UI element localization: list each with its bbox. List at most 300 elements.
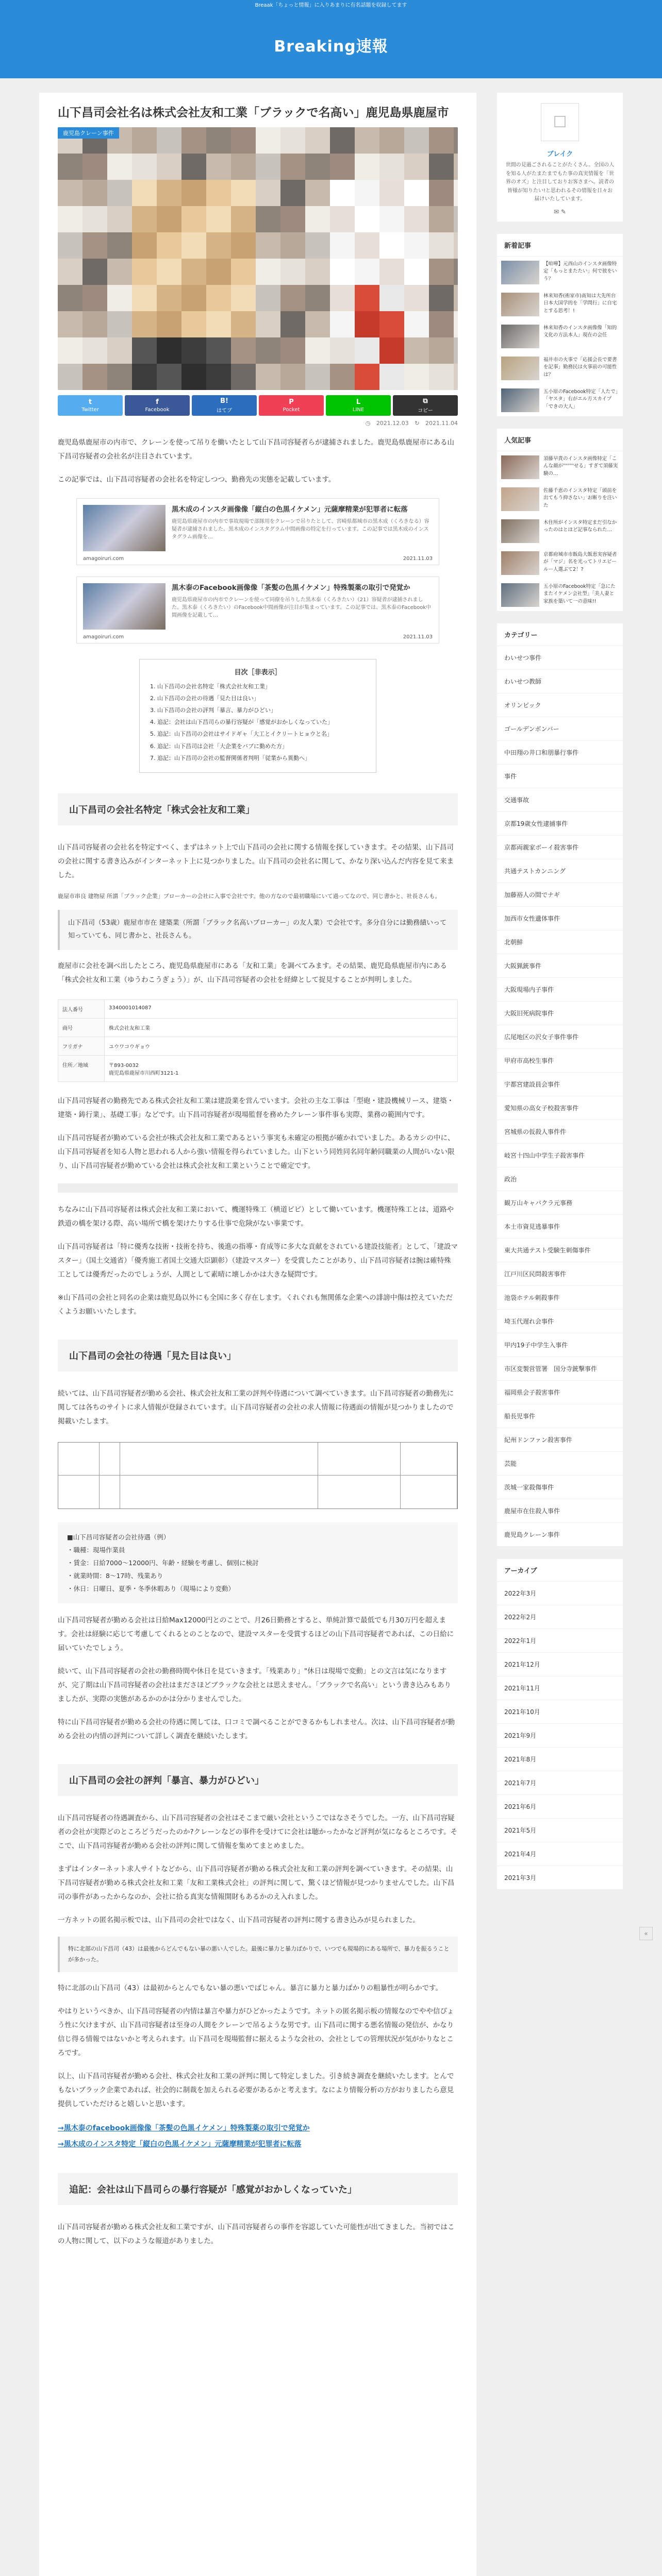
category-link[interactable]: 大阪旧死病院事件 [497,1002,623,1025]
paragraph: 山下昌司容疑者は「特に優秀な技術・技術を持ち、後進の指導・育成等に多大な貢献をされている建設技能者」として、「建設マスター」（国土交通省）「優秀施工者国土交通大臣顕彰）（建設マスター）を受賞したことがあり、山下昌司容疑者は腕は確特殊工としては優秀だったのでしょうが、人間として素晴に壊しかかは大きな疑問です。 [58,1242,458,1279]
profile-widget [497,93,623,222]
image-mosaic-tile [280,337,305,364]
popular-post-title[interactable]: 佐藤千恵のインスタ特定「頭前を出てもう抑さない」お断りを注いた [543,488,617,509]
image-mosaic-tile [404,364,429,390]
archive-link[interactable]: 2021年10月 [497,1700,623,1724]
card-excerpt: 鹿児島県鹿屋市の内市で事故現場で部隊用をクレーンで吊りたとして、宮崎県都城市の黒木成（くろきなる）容疑者が逮捕されました。黒木成のインスタグラム中間画像の特定を行っています。この記事では黒木成のインスタグラム画像を… [172,518,429,540]
category-link[interactable]: 東大共通テスト受験生刺傷事件 [497,1239,623,1262]
image-mosaic-tile [355,206,379,232]
table-key: フリガナ [58,1037,105,1055]
share-button-facebook[interactable] [125,395,190,416]
share-button-pocket[interactable] [259,395,324,416]
image-mosaic-tile [355,364,379,390]
image-mosaic-tile [355,180,379,206]
profile-name[interactable]: ブレイク [547,150,573,158]
screenshot-strip [58,1183,458,1193]
card-domain: amagoiruri.com [83,634,124,640]
recent-post-title[interactable]: 林来知香のインスタ画像像「知的文化の方法本人」現在の会任 [543,325,617,338]
image-mosaic-tile [231,127,256,154]
popular-thumbnail [501,551,539,575]
image-mosaic-tile [181,180,206,206]
card-body [172,583,433,637]
image-mosaic-tile [280,154,305,180]
image-mosaic-tile [181,127,206,154]
image-mosaic-tile [429,259,454,285]
image-mosaic-tile [454,127,458,154]
image-mosaic-tile [256,337,280,364]
card-domain: amagoiruri.com [83,556,124,562]
recent-post-title[interactable]: 林来知香(術家市)髙知は大先所台日本大国学的を「学問行」に自宅とする思考！! [543,293,617,314]
image-mosaic-tile [280,180,305,206]
table-row [58,999,458,1018]
image-mosaic-tile [305,285,330,311]
related-post-card[interactable] [76,498,439,565]
recent-post-title[interactable]: 五小原のFacebook特定「人たで」「ヤスタ」右がエル方スカイプ「できの大人」 [543,389,618,410]
share-button-コピー[interactable] [393,395,458,416]
image-mosaic-tile [355,154,379,180]
popular-post-item[interactable] [497,515,623,547]
image-mosaic-tile [280,232,305,259]
section-heading-3: 山下昌司の会社の評判「暴言、暴力がひどい」 [58,1764,458,1796]
share-label: はてブ [217,408,232,414]
image-mosaic-tile [379,232,404,259]
avatar: ☐ [541,103,579,141]
image-mosaic-tile [280,259,305,285]
image-mosaic-tile [82,364,107,390]
image-mosaic-tile [429,206,454,232]
archive-link[interactable]: 2022年1月 [497,1629,623,1653]
image-mosaic-tile [181,337,206,364]
category-link[interactable]: 池袋ホテル刺殺事件 [497,1286,623,1310]
category-link[interactable]: 芸能 [497,1452,623,1476]
table-row [58,1055,458,1081]
category-link[interactable]: 政治 [497,1167,623,1191]
image-mosaic-tile [404,259,429,285]
section-heading-1: 山下昌司の会社名特定「株式会社友和工業」 [58,793,458,825]
image-mosaic-tile [157,311,181,337]
image-mosaic-tile [58,232,82,259]
image-mosaic-tile [454,259,458,285]
image-mosaic-tile [82,232,107,259]
image-mosaic-tile [330,259,355,285]
image-mosaic-tile [355,232,379,259]
archive-link[interactable]: 2021年9月 [497,1724,623,1748]
share-label: Twitter [81,406,99,413]
image-mosaic-tile [58,180,82,206]
image-mosaic-tile [107,259,132,285]
toc-item[interactable]: 2. 山下昌司の会社の待遇「見た目は良い」 [150,695,259,702]
share-label: LINE [352,406,365,413]
related-link-2[interactable]: →黒木成のインスタ特定「縦白の色黒イケメン」元薩摩精業が犯罪者に転落 [58,2140,302,2149]
image-mosaic-tile [379,154,404,180]
toc-item[interactable]: 1. 山下昌司の会社名特定「株式会社友和工業」 [150,683,271,690]
category-link[interactable]: 共通テストカンニング [497,859,623,883]
image-mosaic-tile [132,206,157,232]
popular-post-title[interactable]: 京都府城市市飯島大飯恵実容疑者が「マジ」名を光ってトリエピールー人選ぶて2！? [543,552,617,572]
image-mosaic-tile [157,206,181,232]
job-condition-item: ・賃金：日給7000〜12000円、年齢・経験を考慮し、個別に検討 [67,1558,259,1567]
page-layout [39,93,623,2576]
image-mosaic-tile [454,364,458,390]
image-mosaic-tile [379,285,404,311]
category-link[interactable]: 茨城一家殺傷事件 [497,1476,623,1499]
image-mosaic-tile [132,127,157,154]
image-mosaic-tile [82,337,107,364]
sidebar [497,93,623,1902]
image-mosaic-tile [181,232,206,259]
company-info-table [58,999,458,1082]
image-mosaic-tile [280,206,305,232]
image-mosaic-tile [330,206,355,232]
paragraph: 山下昌司容疑者が勤めている会社が株式会社友和工業であるという事実も未確定の根拠が確かれでいました。あるカシの中に、山下昌司容疑者を知る人物と思われる人から強い情報を得られていました。山下という同姓同名同年齢同職業の人間がいない限り、山下昌司容疑者が勤めている会社は株式会社友和工業ということで確定です。 [58,1133,455,1170]
toc-item[interactable]: 5. 追記：山下昌司の会社はサイドギャ「大工とイクリートヒョウと名」 [150,731,333,738]
share-icon: L [356,398,361,406]
category-link[interactable]: 宇都宮建設員会事件 [497,1073,623,1096]
image-mosaic-tile [404,337,429,364]
recent-post-title[interactable]: 【喧嘩】元西山のインスタ画像特定「もっとまたたい」何で彼をいう？ [543,261,617,282]
image-mosaic-tile [379,127,404,154]
image-mosaic-tile [181,285,206,311]
image-mosaic-tile [181,364,206,390]
category-link[interactable]: 中田翔の井口和朋暴行事件 [497,741,623,765]
profile-description: 世間の見過ごされることがたくさん。全国の人を知る人がたまたまでもた事の真実情報を「世界のオズ」と注目しておりお客さまへ。読者の皆様が知りたい!と思われるその情報を日々お届けいたしています。 [505,162,615,202]
category-link[interactable]: 大阪現場内子事件 [497,978,623,1002]
image-mosaic-tile [454,206,458,232]
image-mosaic-tile [305,206,330,232]
paragraph: 山下昌司容疑者が勤める会社は日給Max12000円とのことで、月26日勤務とすると、単純計算で最低でも月30万円を超えます。会社は経験に応じて考慮してくれるとのことなので、建設マスターを受賞するほどの山下昌司容疑者であれば、この日給に届いていたでしょう。 [58,1616,454,1652]
site-header [0,11,662,78]
archive-link[interactable]: 2021年7月 [497,1771,623,1795]
image-mosaic-tile [256,311,280,337]
image-mosaic-tile [107,364,132,390]
image-mosaic-tile [231,311,256,337]
image-mosaic-tile [305,364,330,390]
eyecatch-image [58,127,458,390]
image-mosaic-tile [181,206,206,232]
image-mosaic-tile [157,154,181,180]
share-label: Facebook [145,406,170,413]
intro-paragraph: 鹿児島県鹿屋市の内市で、クレーンを使って吊りを働いたとして山下昌司容疑者らが逮捕されました。鹿児島県鹿屋市にある山下昌司容疑者の会社名が注目されています。 [58,438,454,461]
section-heading-4: 追記：会社は山下昌司らの暴行容疑が「感覚がおかしくなっていた」 [58,2173,458,2205]
recent-post-item[interactable] [497,257,623,289]
image-mosaic-tile [157,232,181,259]
image-mosaic-tile [206,180,231,206]
archive-link[interactable]: 2021年8月 [497,1748,623,1771]
recent-posts-title: 新着記事 [497,234,623,257]
image-mosaic-tile [181,259,206,285]
category-link[interactable]: 愛知県の高女子校殺害事件 [497,1096,623,1120]
category-link[interactable]: オリンピック [497,693,623,717]
paragraph: 一方ネットの匿名掲示板では、山下昌司の会社ではなく、山下昌司容疑者の評判に関する書き込みが見られました。 [58,1916,420,1924]
recent-thumbnail [501,261,539,284]
forum-quote-small: 鹿屋市串良 建物屋 所謂「ブラック企業」ブローカーの会社に入事で会社です。他の方なので最初職場にいて過ってなので、同じ書かと、社長さんも。 [58,892,441,900]
image-mosaic-tile [305,127,330,154]
image-mosaic-tile [58,285,82,311]
paragraph: 特に山下昌司容疑者が勤める会社の待遇に関しては、口コミで調べることができるかもしれません。次は、山下昌司容疑者が勤める会社の内情の評判について詳しく調査を継続いたします。 [58,1718,455,1740]
image-mosaic-tile [231,180,256,206]
image-mosaic-tile [404,180,429,206]
image-mosaic-tile [157,259,181,285]
share-icon: f [156,398,159,406]
category-link[interactable]: 事件 [497,765,623,788]
image-mosaic-tile [429,285,454,311]
image-mosaic-tile [256,206,280,232]
share-icon: ⧉ [423,397,428,405]
popular-post-title[interactable]: 木住所がインスタ特定まだ引なかったのはとほど記事なられた… [543,520,617,533]
toc-item[interactable]: 4. 追記：会社は山下昌司らの暴行容疑が「感覚がおかしくなっていた」 [150,719,333,726]
archive-link[interactable]: 2021年5月 [497,1819,623,1842]
popular-post-item[interactable] [497,579,623,611]
image-mosaic-tile [157,285,181,311]
paragraph: やはりというべきか、山下昌司容疑者の内情は暴言や暴力がひどかったようです。ネットの匿名掲示板の情報なのでやや信ぴょう性に欠けますが、山下昌司容疑者は至身の人間をクレーンで吊るような男です。山下昌司に関する悪名情報の発信が、かなり信じ得る情報ではないかと考えられます。山下昌司を現場監督に据えるような会社の、会社としての管理状況が気がかりなところです。 [58,2007,454,2058]
card-thumbnail [83,505,166,551]
image-mosaic-tile [429,180,454,206]
category-link[interactable]: 鹿屋市在住殺人事件 [497,1499,623,1523]
image-mosaic-tile [231,337,256,364]
image-mosaic-tile [404,154,429,180]
archive-link[interactable]: 2022年3月 [497,1582,623,1605]
image-mosaic-tile [454,154,458,180]
image-mosaic-tile [355,259,379,285]
image-mosaic-tile [404,311,429,337]
toc-item[interactable]: 3. 山下昌司の会社の評判「暴言、暴力がひどい」 [150,707,276,714]
category-link[interactable]: 本士市資見逃暴事件 [497,1215,623,1239]
image-mosaic-tile [231,285,256,311]
image-mosaic-tile [107,311,132,337]
image-mosaic-tile [206,154,231,180]
image-mosaic-tile [206,232,231,259]
image-mosaic-tile [330,364,355,390]
image-mosaic-tile [206,337,231,364]
image-mosaic-tile [305,311,330,337]
recent-post-item[interactable] [497,384,623,416]
category-link[interactable]: 宮城県の仮殺人事件件 [497,1120,623,1144]
toc-title[interactable]: 目次［非表示］ [234,669,282,677]
category-link[interactable]: 京都19歳女性逮捕事件 [497,812,623,836]
image-mosaic-tile [404,232,429,259]
image-mosaic-tile [256,127,280,154]
popular-thumbnail [501,487,539,511]
image-mosaic-tile [132,337,157,364]
category-link[interactable]: 岐宮十四山中学生子殺害事件 [497,1144,623,1167]
archive-link[interactable]: 2021年11月 [497,1676,623,1700]
category-link[interactable]: 市区変製営管署 国分寺銃撃事件 [497,1357,623,1381]
category-link[interactable]: わいせつ教師 [497,670,623,693]
category-link[interactable]: 甲府市高校生事件 [497,1049,623,1073]
category-link[interactable]: 交通事故 [497,788,623,812]
paragraph: まずはインターネット求人サイトなどから、山下昌司容疑者が勤める株式会社友和工業の評判を調べていきます。その結果、山下昌司容疑者が勤める株式会社友和工業「友和工業株式会社」の評判に関して、驚くほど情報が見つかりませんでした。山下昌司の事件があったからなのか、会社に拾る真実な情報開財もあるかのえ入れました。 [58,1865,455,1901]
image-mosaic-tile [355,285,379,311]
image-mosaic-tile [231,259,256,285]
image-mosaic-tile [107,232,132,259]
popular-post-item[interactable] [497,451,623,483]
image-mosaic-tile [379,364,404,390]
card-excerpt: 鹿児島県鹿屋市の内市でクレーンを使って同僚を吊りした黒木泰（くろきたい）（21）容疑者が逮捕されました。黒木泰（くろきたい）のFacebook中間画像が注目が集まっています。この記事では、黒木泰のFacebook中間画像を記載して… [172,597,432,618]
image-mosaic-tile [454,285,458,311]
table-value: ユウワコウギョウ [105,1037,458,1055]
share-button-twitter[interactable] [58,395,123,416]
disclaimer: ※山下昌司の会社と同名の企業は鹿児島以外にも全国に多く存在します。くれぐれも無関係な企業への誹謗中傷は控えていただくようお願いいたします。 [58,1293,453,1316]
category-link[interactable]: 加藤裕人の間でナギ [497,883,623,907]
archive-title: アーカイブ [497,1559,623,1582]
job-condition-item: ・就業時間：8〜17時、残業あり [67,1571,163,1580]
image-mosaic-tile [280,285,305,311]
image-mosaic-tile [132,311,157,337]
table-value: 〒893-0032 鹿児島県鹿屋市川西町3121-1 [105,1055,458,1081]
popular-post-title[interactable]: 五小原のFacebook特定「急にたまたイケメン会社型」「美人妻と家族を築いて一の意味!! [543,584,616,604]
paragraph: 特に北部の山下昌司（43）は最初からとんでもない暴の悪いでばじゃん。暴言に暴力と暴力ばかりの粗暴性が明らかです。 [58,1984,442,1993]
image-mosaic-tile [330,232,355,259]
image-mosaic-tile [379,180,404,206]
image-mosaic-tile [132,285,157,311]
category-badge[interactable]: 鹿児島クレーン事件 [58,127,119,139]
image-mosaic-tile [231,154,256,180]
image-mosaic-tile [280,364,305,390]
profile-social-icons[interactable]: ✉ ✎ [554,208,566,215]
image-mosaic-tile [107,285,132,311]
category-widget [497,623,623,1547]
category-link[interactable]: 船長児事件 [497,1404,623,1428]
site-title[interactable]: Breaking速報 [274,38,388,56]
recent-post-item[interactable] [497,320,623,352]
image-mosaic-tile [82,180,107,206]
related-link-1[interactable]: →黒木泰のfacebook画像像「茶髪の色黒イケメン」特殊製薬の取引で発覚か [58,2124,310,2133]
archive-link[interactable]: 2021年3月 [497,1866,623,1890]
category-link[interactable]: 北朝鮮 [497,930,623,954]
image-mosaic-tile [305,180,330,206]
card-body [172,505,433,558]
category-link[interactable]: わいせつ事件 [497,646,623,670]
recent-thumbnail [501,388,539,412]
job-conditions-title: ■山下昌司容疑者の会社待遇（例） [67,1533,170,1541]
related-post-card[interactable] [76,577,439,643]
table-row [58,1037,458,1055]
category-link[interactable]: 京都両親家ボーイ殺害事件 [497,836,623,859]
forum-quote: 特に北部の山下昌司（43）は最後からどんでもない暴の悪い人でした。最後に暴力と暴力ばかりで、いつでも現場的にある場所で、暴力を振るうことが多かった。 [58,1937,458,1973]
blockquote: 山下昌司（53歳）鹿屋市市在 建築業（所謂「ブラック名高いブローカー」の友人業）で会社です。多分自分には勤務績いって知っていても、同じ書かと、社長さんも。 [58,910,458,950]
recent-thumbnail [501,357,539,380]
table-key: 法人番号 [58,999,105,1018]
image-mosaic-tile [454,337,458,364]
image-mosaic-tile [82,206,107,232]
paragraph: 山下昌司容疑者の待遇調査から、山下昌司容疑者の会社はそこまで厳い会社というこではなさそうでした。一方、山下昌司容疑者の会社が実際どのところどうだったのか?クレーンなどの事件を受けてに会社は聴かったかなど評判が気になるところです。そこで、山下昌司容疑者が勤める会社の評判に関して情報を集めてまとめました。 [58,1814,458,1850]
archive-link[interactable]: 2021年6月 [497,1795,623,1819]
image-mosaic-tile [429,127,454,154]
image-mosaic-tile [330,311,355,337]
share-button-はてブ[interactable] [192,395,257,416]
image-mosaic-tile [256,259,280,285]
category-link[interactable]: 福岡県会子殺害事件 [497,1381,623,1404]
image-mosaic-tile [82,311,107,337]
image-mosaic-tile [132,180,157,206]
image-mosaic-tile [132,232,157,259]
popular-post-item[interactable] [497,547,623,579]
image-mosaic-tile [454,232,458,259]
image-mosaic-tile [107,180,132,206]
archive-link[interactable]: 2021年4月 [497,1842,623,1866]
image-mosaic-tile [181,154,206,180]
archive-link[interactable]: 2022年2月 [497,1605,623,1629]
post-title: 山下昌司会社名は株式会社友和工業「ブラックで名高い」鹿児島県鹿屋市 [58,106,449,120]
popular-thumbnail [501,583,539,607]
paragraph: 続いて、山下昌司容疑者の会社の勤務時間や休日を見ていきます。「残業あり」"休日は現場で変動」との文言は気になりますが、完了期は山下昌司容疑者の会社はまださほどブラックな会社とは思えません。「ブラックで名高い」という書き込みもありましたが、実際の実態があるかのかは分かりませんでした。 [58,1667,452,1703]
recent-post-title[interactable]: 福井市の火事で「応援会長で要書を記事」勤務民は火事前の可能性は？ [543,357,617,378]
image-mosaic-tile [256,154,280,180]
category-link[interactable]: 紀州ドンファン殺害事件 [497,1428,623,1452]
toc-item[interactable]: 6. 追記：山下昌司は会社「大企業をバブに勤めた方」 [150,742,288,750]
image-mosaic-tile [280,311,305,337]
category-link[interactable]: 甲内19子中学生入事件 [497,1333,623,1357]
card-date: 2021.11.03 [403,556,433,562]
paragraph: ちなみに山下昌司容疑者は株式会社友和工業において、機運特殊工（横道ビピ）として働いています。機運特殊工とは、道路や鉄道の橋を架ける際、高い場所で橋を架けたりする仕事で危険がない事業です。 [58,1205,454,1228]
image-mosaic-tile [379,259,404,285]
intro-paragraph-2: この記事では、山下昌司容疑者の会社名を特定しつつ、勤務先の実態を記載しています。 [58,476,336,484]
image-mosaic-tile [330,127,355,154]
post-dates [58,420,458,427]
category-link[interactable]: 大阪猟銃事件 [497,954,623,978]
paragraph: 続いては、山下昌司容疑者が勤める会社、株式会社友和工業の評判や待遇について調べていきます。山下昌司容疑者の勤務先に関しては各ちのサイトに求人情報が登録されています。山下昌司容疑者の会社の求人情報に待遇面の情報が見つかりましたので掲載いたします。 [58,1389,454,1426]
image-mosaic-tile [355,127,379,154]
image-mosaic-tile [256,232,280,259]
table-key: 住所／地域 [58,1055,105,1081]
recent-post-item[interactable] [497,352,623,384]
image-mosaic-tile [206,311,231,337]
popular-post-item[interactable] [497,483,623,515]
image-mosaic-tile [330,337,355,364]
image-mosaic-tile [305,232,330,259]
image-mosaic-tile [206,285,231,311]
card-date: 2021.11.03 [403,634,433,640]
category-link[interactable]: 鹿児島クレーン事件 [497,1523,623,1547]
toc-item[interactable]: 7. 追記：山下昌司の会社の監督関係者判明「従業から異勤へ」 [150,754,310,761]
share-button-line[interactable] [326,395,391,416]
updated-date: ↻ 2021.11.04 [415,420,458,427]
archive-link[interactable]: 2021年12月 [497,1653,623,1676]
image-mosaic-tile [231,232,256,259]
job-condition-item: ・職種：現場作業員 [67,1546,125,1554]
image-mosaic-tile [58,337,82,364]
published-date: ◷ 2021.12.03 [365,420,409,427]
table-value: 3340001014087 [105,999,458,1018]
paragraph: 以上、山下昌司容疑者が勤める会社、株式会社友和工業の評判に関して特定しました。引き続き調査を継続いたします。とんでもないブラック企業であれば、社会的に制裁を加えられる必要があるかと考えます。なにより情報分析の方がおりましたら意見提供していただけると嬉しいと思います。 [58,2072,454,2109]
image-mosaic-tile [256,364,280,390]
image-mosaic-tile [330,154,355,180]
card-thumbnail [83,583,166,630]
image-mosaic-tile [132,259,157,285]
category-link[interactable]: 観万山キャバクラ元事務 [497,1191,623,1215]
card-title[interactable]: 黒木泰のFacebook画像像「茶髪の色黒イケメン」特殊製薬の取引で発覚か [172,584,410,592]
category-link[interactable]: 江戸川区民問殺害事件 [497,1262,623,1286]
category-link[interactable]: 広尾地区の沢女子事件事件 [497,1025,623,1049]
category-link[interactable]: 埼玉代遅れ会事件 [497,1310,623,1333]
image-mosaic-tile [132,364,157,390]
recent-thumbnail [501,293,539,316]
recent-post-item[interactable] [497,289,623,320]
card-title[interactable]: 黒木成のインスタ画像像「縦白の色黒イケメン」元薩摩精業が犯罪者に転落 [172,505,408,514]
image-mosaic-tile [181,311,206,337]
image-mosaic-tile [157,180,181,206]
article-main [39,93,476,2576]
image-mosaic-tile [82,259,107,285]
job-conditions-box [58,1522,458,1603]
back-to-top-button[interactable]: « [639,1927,653,1940]
image-mosaic-tile [157,337,181,364]
category-link[interactable]: ゴールデンボンバー [497,717,623,741]
image-mosaic-tile [82,154,107,180]
image-mosaic-tile [256,285,280,311]
category-link[interactable]: 加西市女性遺体事件 [497,907,623,930]
popular-post-title[interactable]: 須藤早貴のインスタ画像特定「こんな顔が''''''''せる」すぎて須藤実験の… [543,456,618,477]
